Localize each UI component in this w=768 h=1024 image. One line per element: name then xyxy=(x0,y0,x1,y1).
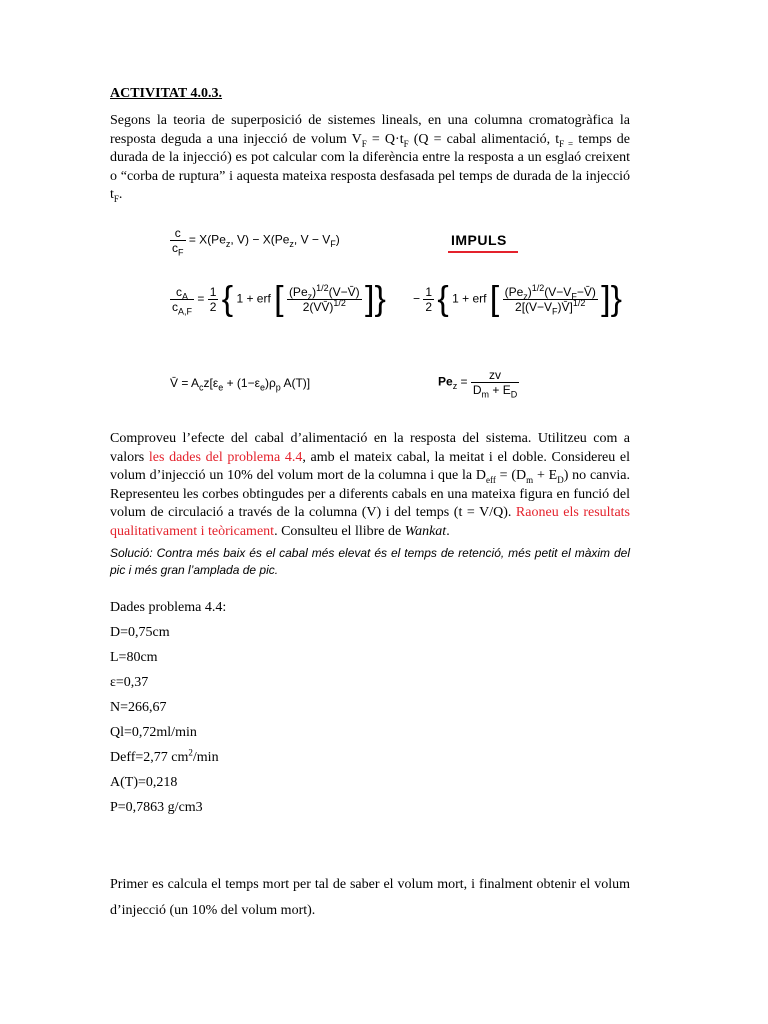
intro-sub: F xyxy=(403,138,409,149)
fraction-c-cf: $\frac{c}{c_F}$ xyxy=(172,226,184,258)
formula-figure xyxy=(170,218,640,418)
equation-1: $\frac{c}{c_F}$ = $X(Pe_z$, $V) - X(Pe_z$, $V - V_F$) xyxy=(172,226,340,258)
intro-paragraph xyxy=(110,112,630,205)
data-item-deff: Deff=2,77 $cm^2/\min$ xyxy=(110,747,219,765)
data-item-l: L=80cm xyxy=(110,650,158,665)
impuls-label: IMPULS xyxy=(451,232,507,248)
intro-text: temps de durada de la injecció) es pot calcular com la diferència entre la resposta a un esglaó creixent o “corba de ruptura” i aquesta mateixa resposta desfasada pel temps de durada de la injecció t xyxy=(110,131,630,202)
data-heading: Dades problema 4.4: xyxy=(110,600,227,615)
intro-sub: F = xyxy=(559,138,574,149)
instructions-paragraph: Comproveu l’efecte del cabal d’alimentació en la resposta del sistema. Utilitzeu com a valors les dades del problema 4.4, amb el mateix cabal, la meitat i el doble. Considereu el volum d’injecció un 10% del volum mort de la columna i que la $D_{eff} = (D_m + E_D)$ no canvia. Representeu les corbes obtingudes per a diferents cabals en una mateixa figura en funció del volum de circulació a través de la columna (V) i del temps (t = V/Q). Raoneu els resultats qualitativament i teòricament. Consulteu el llibre de Wankat. xyxy=(110,431,631,539)
fraction-pe: $\frac{zv}{D_m + E_D}$ xyxy=(472,368,518,400)
equation-pe: $Pe_z$ = $\frac{zv}{D_m + E_D}$ xyxy=(438,368,518,400)
book-name: Wankat xyxy=(404,523,447,539)
highlight-dades: les dades del problema 4.4 xyxy=(148,449,303,465)
data-item-n: N=266,67 xyxy=(110,700,167,715)
data-item-ql: Ql=0,72ml/min xyxy=(110,725,197,740)
intro-sub: F xyxy=(113,193,119,204)
intro-text: . xyxy=(118,187,123,202)
impuls-underline xyxy=(448,251,518,253)
equation-3: V̄ = $A_cz[\varepsilon_e + (1-\varepsilon_e)\rho_p$ A(T)] xyxy=(170,376,311,393)
intro-text: Segons la teoria de superposició de sistemes lineals, en una columna cromatogràfica la resposta deguda a una injecció de volum V xyxy=(110,113,630,147)
equation-2-second-term: − $\frac{1}{2}$ { 1 + erf [ $\frac{(Pe_z)^{1/2}(V-V_F-V̄)}{2[(V-V_F)V̄]^{1/2}}$ ]} xyxy=(413,280,622,318)
activity-title: ACTIVITAT 4.0.3. xyxy=(110,86,223,101)
intro-text: = Q·t xyxy=(366,131,404,147)
data-item-at: A(T)=0,218 xyxy=(110,775,178,790)
closing-paragraph: Primer es calcula el temps mort per tal de saber el volum mort, i finalment obtenir el volum d’injecció (un 10% del volum mort). xyxy=(110,877,630,918)
data-item-p: P=0,7863 g/cm3 xyxy=(110,800,203,815)
intro-text: (Q = cabal alimentació, t xyxy=(408,131,560,147)
solution-text: Solució: Contra més baix és el cabal més elevat és el temps de retenció, més petit el màxim del pic i més gran l’amplada de pic. xyxy=(110,546,630,577)
fraction-ca-caf: $\frac{c_A}{c_{A,F}}$ xyxy=(172,285,193,317)
highlight-raoneu: Raoneu els resultats qualitativament i teòricament xyxy=(110,505,630,539)
equation-2: $\frac{c_A}{c_{A,F}}$ = $\frac{1}{2}$ { 1 + erf [ $\frac{(Pe_z)^{1/2}(V-V̄)}{2(VV̄)^{1/2}}$ ]} xyxy=(172,280,386,318)
data-item-d: D=0,75cm xyxy=(110,625,170,640)
fraction-half: $\frac{1}{2}$ xyxy=(209,285,217,314)
fraction-erf-1: $\frac{(Pe_z)^{1/2}(V-V̄)}{2(VV̄)^{1/2}}$ xyxy=(288,283,360,314)
fraction-erf-2: $\frac{(Pe_z)^{1/2}(V-V_F-V̄)}{2[(V-V_F)V̄]^{1/2}}$ xyxy=(504,283,596,317)
intro-sub: F xyxy=(361,138,367,149)
data-item-eps: ε=0,37 xyxy=(110,675,149,690)
